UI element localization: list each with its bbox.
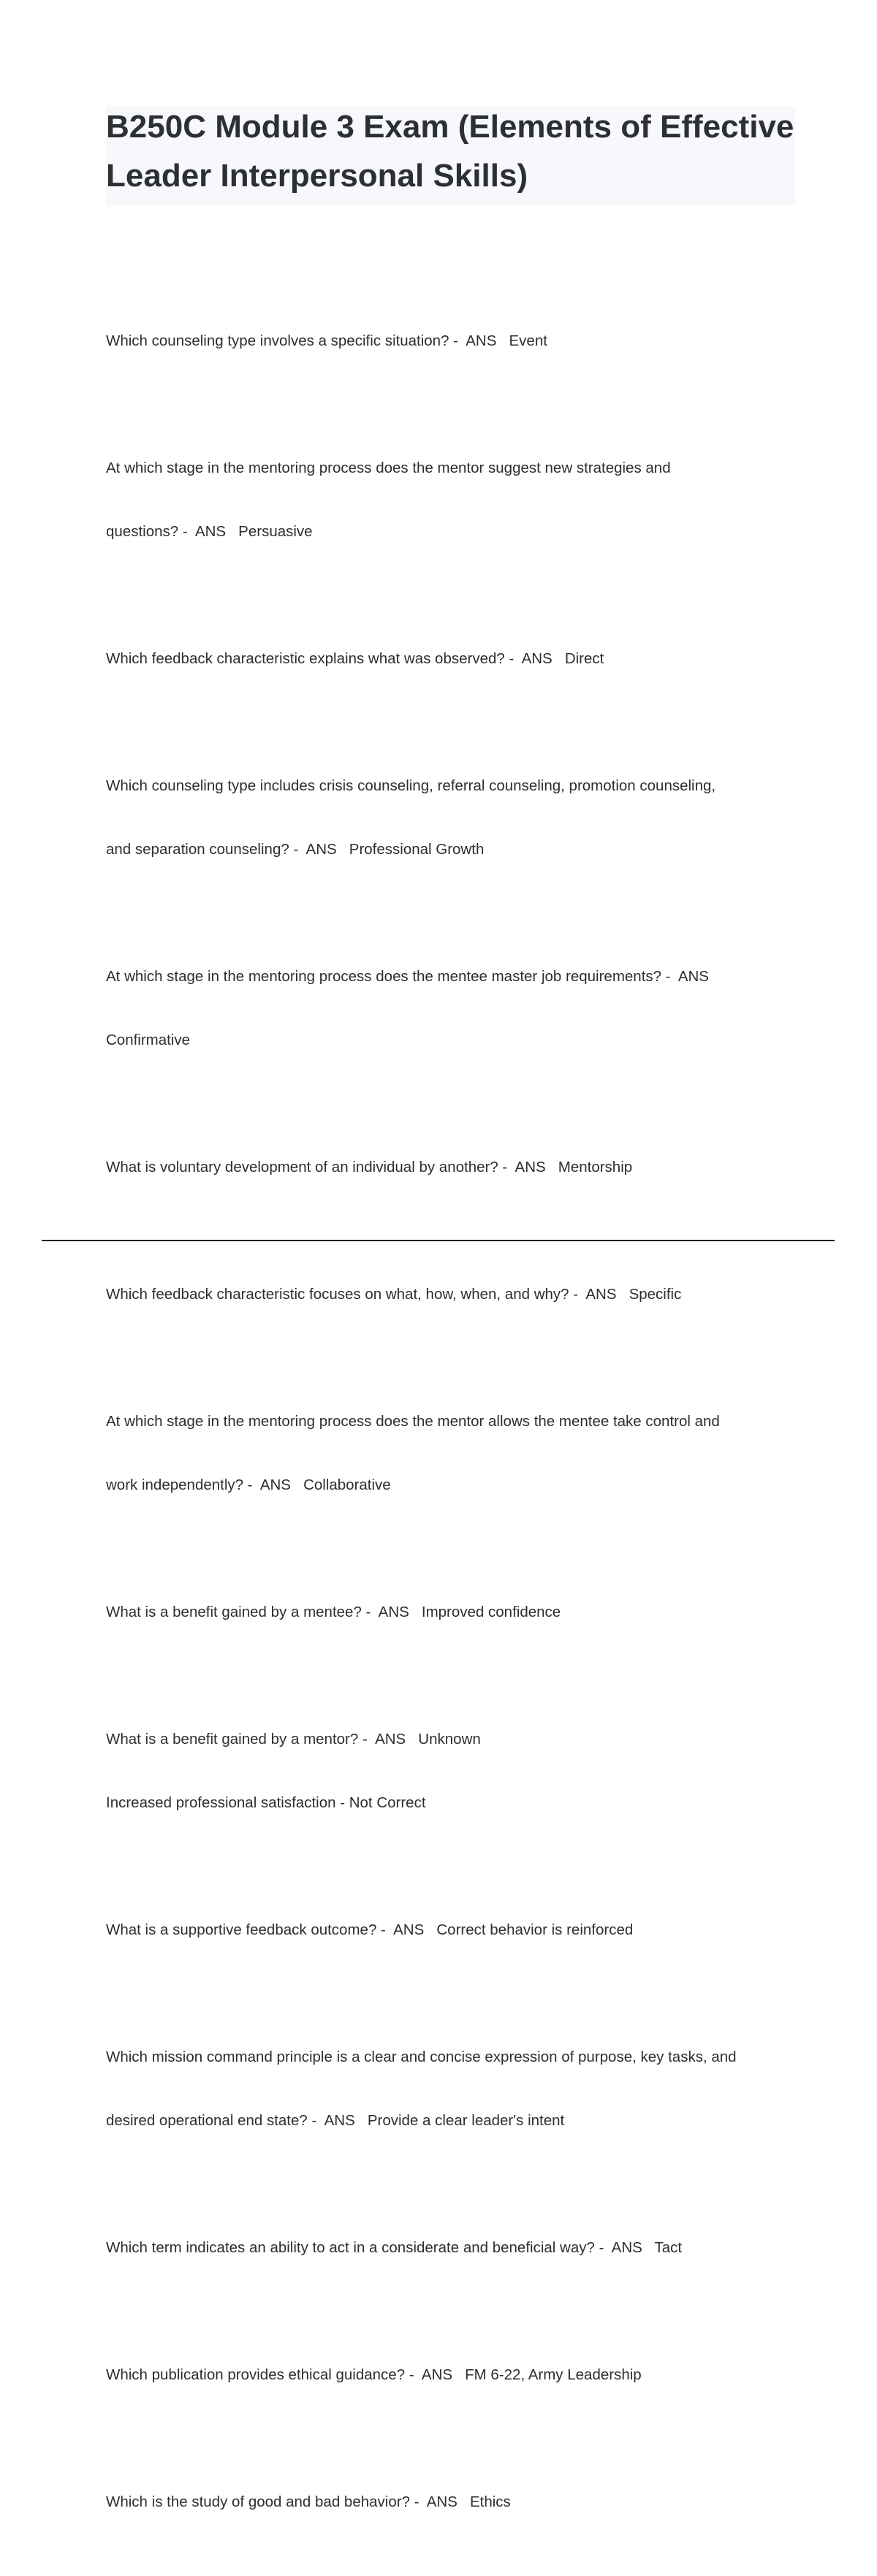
qa-item (106, 1559, 793, 1665)
qa-line: Which publication provides ethical guidance? - ANS FM 6-22, Army Leadership (106, 2366, 642, 2383)
footer-divider (42, 1240, 835, 1241)
qa-line: and separation counseling? - ANS Professional Growth (106, 841, 485, 858)
qa-item (106, 2449, 793, 2555)
qa-item (106, 2195, 793, 2301)
qa-line: Which counseling type involves a specific situation? - ANS Event (106, 332, 547, 349)
qa-line: What is a supportive feedback outcome? - ANS Correct behavior is reinforced (106, 1921, 634, 1938)
qa-line: Increased professional satisfaction - Not Correct (106, 1794, 426, 1811)
qa-line: What is a benefit gained by a mentor? - ANS Unknown (106, 1731, 481, 1748)
qa-line: Confirmative (106, 1032, 191, 1048)
question-answer-list (106, 288, 793, 2576)
qa-line: What is voluntary development of an individual by another? - ANS Mentorship (106, 1159, 633, 1175)
document-title: B250C Module 3 Exam (Elements of Effective Leader Interpersonal Skills) (106, 109, 794, 194)
qa-item (106, 1877, 793, 1983)
qa-line: work independently? - ANS Collaborative (106, 1476, 391, 1493)
qa-line: At which stage in the mentoring process does the mentee master job requirements? - ANS (106, 968, 709, 985)
qa-line: What is a benefit gained by a mentee? - ANS Improved confidence (106, 1604, 561, 1620)
qa-line: Which feedback characteristic explains what was observed? - ANS Direct (106, 650, 604, 667)
qa-line: Which mission command principle is a clear and concise expression of purpose, key tasks, and (106, 2049, 737, 2065)
qa-line: Which is the study of good and bad behavior? - ANS Ethics (106, 2493, 511, 2510)
qa-item (106, 1368, 793, 1538)
qa-line: Which counseling type includes crisis counseling, referral counseling, promotion counseling, (106, 777, 716, 794)
qa-item (106, 1241, 793, 1347)
qa-item (106, 923, 793, 1093)
qa-line: Which feedback characteristic focuses on what, how, when, and why? - ANS Specific (106, 1286, 682, 1303)
qa-item (106, 733, 793, 902)
qa-item (106, 606, 793, 712)
qa-item (106, 2004, 793, 2173)
qa-line: At which stage in the mentoring process does the mentor suggest new strategies and (106, 460, 671, 476)
qa-item (106, 1114, 793, 1220)
qa-line: Which term indicates an ability to act in a considerate and beneficial way? - ANS Tact (106, 2239, 683, 2256)
qa-line: desired operational end state? - ANS Provide a clear leader's intent (106, 2112, 565, 2129)
qa-item (106, 2322, 793, 2428)
qa-item (106, 1686, 793, 1856)
qa-line: At which stage in the mentoring process does the mentor allows the mentee take control and (106, 1413, 720, 1430)
qa-line: questions? - ANS Persuasive (106, 523, 313, 540)
qa-item (106, 288, 793, 394)
qa-item (106, 415, 793, 584)
